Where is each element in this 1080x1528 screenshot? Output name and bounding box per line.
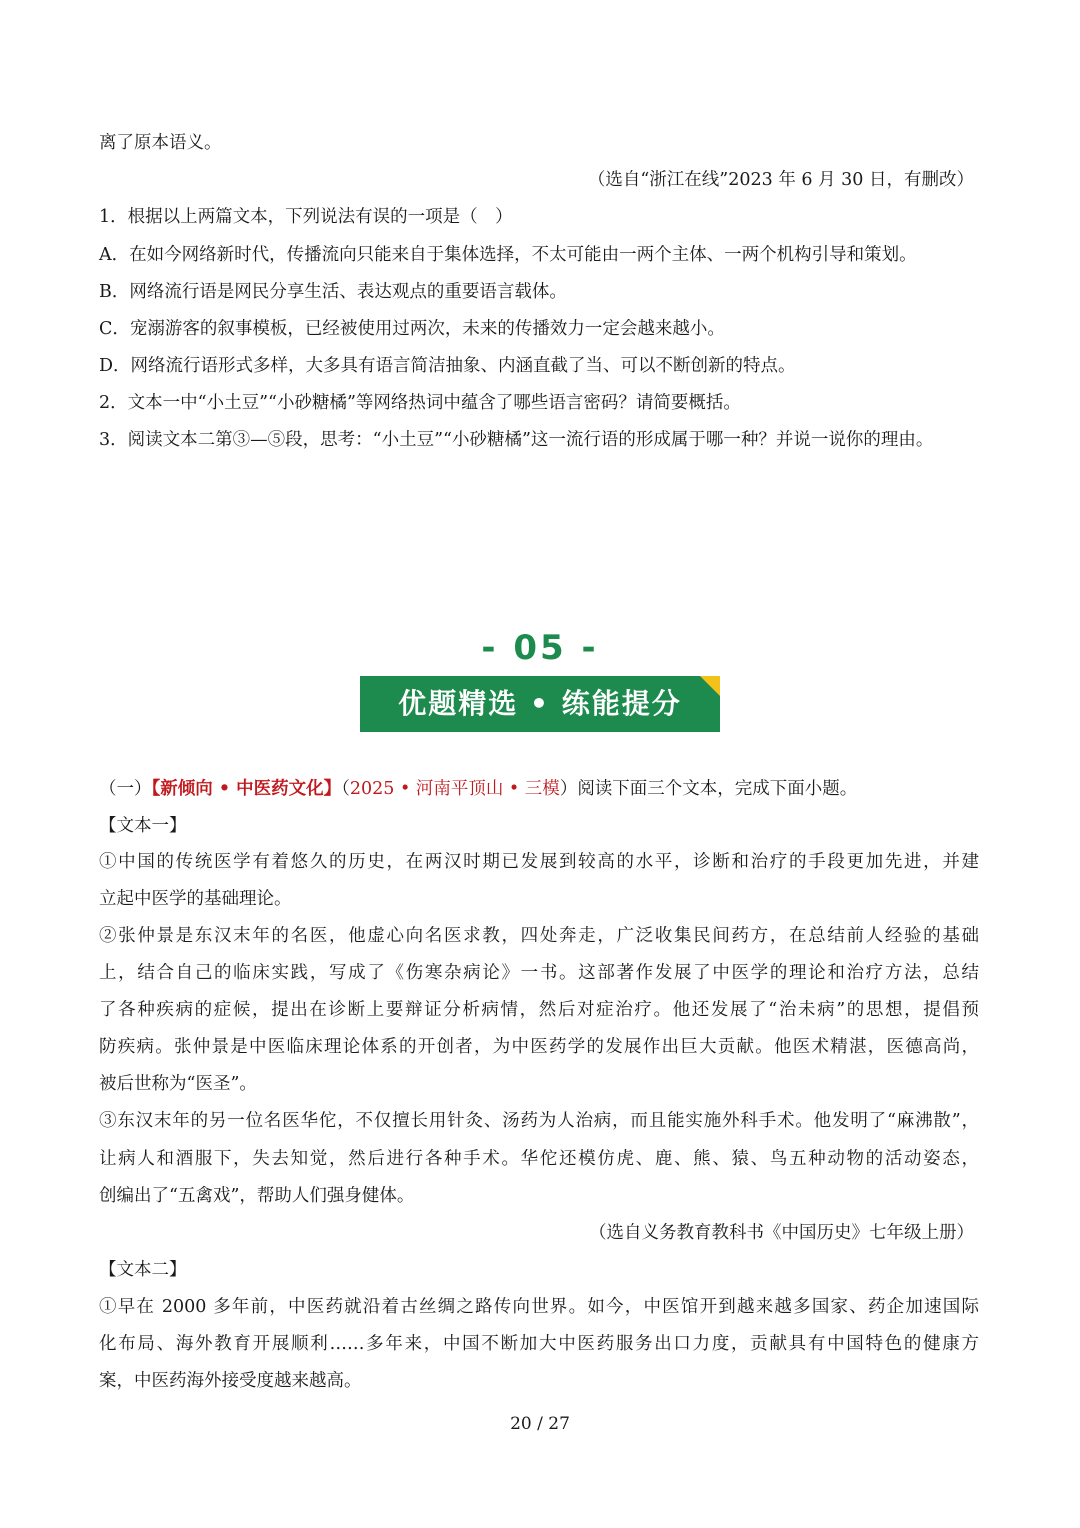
option-b: B．网络流行语是网民分享生活、表达观点的重要语言载体。 — [99, 282, 567, 302]
section-source: 2025 • 河南平顶山 • 三模 — [349, 779, 560, 799]
text-line: ①早在 2000 多年前，中医药就沿着古丝绸之路传向世界。如今，中医馆开到越来越多国家、药企加速国际 — [99, 1297, 979, 1317]
text-line: ①中国的传统医学有着悠久的历史，在两汉时期已发展到较高的水平，诊断和治疗的手段更加先进，并建 — [99, 852, 979, 872]
section-prefix: （一） — [99, 779, 152, 799]
text-line: 离了原本语义。 — [99, 133, 222, 153]
text-line: 防疾病。张仲景是中医临床理论体系的开创者，为中医药学的发展作出巨大贡献。他医术精湛，医德高尚， — [99, 1037, 979, 1057]
page-number: 20 / 27 — [510, 1414, 570, 1434]
text-line: 被后世称为“医圣”。 — [99, 1074, 257, 1094]
text2-heading: 【文本二】 — [99, 1260, 187, 1280]
text-line: 创编出了“五禽戏”，帮助人们强身健体。 — [99, 1186, 415, 1206]
option-d: D．网络流行语形式多样，大多具有语言简洁抽象、内涵直截了当、可以不断创新的特点。 — [99, 356, 796, 376]
option-c: C．宠溺游客的叙事模板，已经被使用过两次，未来的传播效力一定会越来越小。 — [99, 319, 725, 339]
text-line: ②张仲景是东汉末年的名医，他虚心向名医求教，四处奔走，广泛收集民间药方，在总结前人经验的基础 — [99, 926, 979, 946]
text-line: ③东汉末年的另一位名医华佗，不仅擅长用针灸、汤药为人治病，而且能实施外科手术。他发明了“麻沸散”， — [99, 1111, 979, 1131]
source-citation: （选自“浙江在线”2023 年 6 月 30 日，有删改） — [587, 170, 974, 190]
text-line: 化布局、海外教育开展顺利……多年来，中国不断加大中医药服务出口力度，贡献具有中国特色的健康方 — [99, 1334, 979, 1354]
question-1: 1．根据以上两篇文本，下列说法有误的一项是（ ） — [99, 207, 513, 227]
text-line: 了各种疾病的症候，提出在诊断上要辩证分析病情，然后对症治疗。他还发展了“治未病”的思想，提倡预 — [99, 1000, 979, 1020]
source-citation: （选自义务教育教科书《中国历史》七年级上册） — [589, 1223, 974, 1243]
section-instruction: 阅读下面三个文本，完成下面小题。 — [577, 779, 858, 799]
text-line: 案，中医药海外接受度越来越高。 — [99, 1371, 362, 1391]
section-header — [99, 777, 857, 801]
question-3: 3．阅读文本二第③—⑤段，思考：“小土豆”“小砂糖橘”这一流行语的形成属于哪一种？并说一说你的理由。 — [99, 430, 934, 450]
option-a: A．在如今网络新时代，传播流向只能来自于集体选择，不太可能由一两个主体、一两个机构引导和策划。 — [99, 245, 917, 265]
section-banner-title: 优题精选 • 练能提分 — [398, 687, 682, 720]
section-tag: 【新倾向 • 中医药文化】 — [151, 779, 342, 799]
banner-corner-accent — [700, 676, 720, 696]
text1-heading: 【文本一】 — [99, 816, 187, 836]
source-open-paren: （ — [341, 779, 350, 799]
section-number: - 05 - — [481, 628, 599, 668]
question-2: 2．文本一中“小土豆”“小砂糖橘”等网络热词中蕴含了哪些语言密码？请简要概括。 — [99, 393, 741, 413]
source-close-paren: ） — [559, 779, 578, 799]
section-banner — [360, 676, 720, 732]
text-line: 让病人和酒服下，失去知觉，然后进行各种手术。华佗还模仿虎、鹿、熊、猿、鸟五种动物的活动姿态， — [99, 1149, 979, 1169]
text-line: 上，结合自己的临床实践，写成了《伤寒杂病论》一书。这部著作发展了中医学的理论和治疗方法，总结 — [99, 963, 979, 983]
text-line: 立起中医学的基础理论。 — [99, 889, 292, 909]
